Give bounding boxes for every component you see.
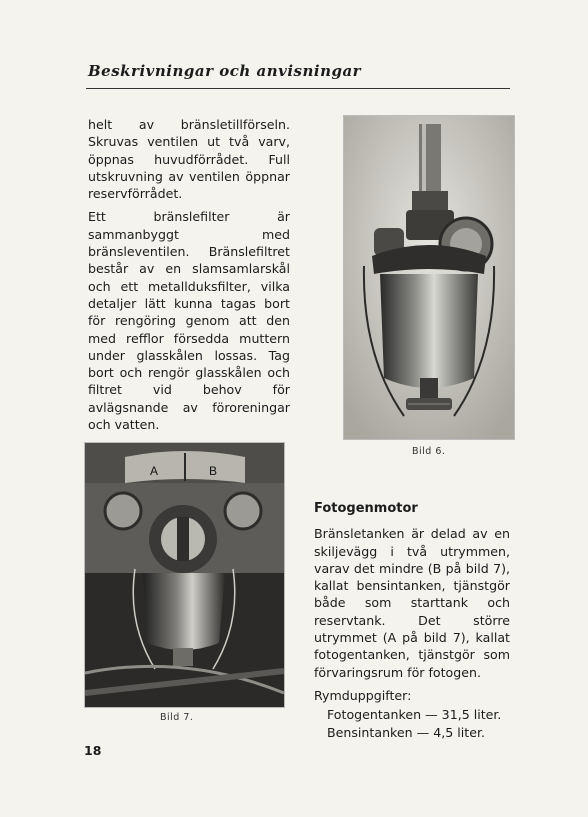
header-rule: [86, 88, 510, 89]
paragraph: Bränsletanken är delad av en skiljevägg i två utrymmen, varav det mindre (B på bild 7), kallat bensintanken, tjänstgör både som starttank och reservtank. Det större utrymmet (A på bild 7), kallat fotogentanken, tjänstgör som förvaringsrum för fotogen.: [314, 526, 510, 680]
paragraph: Ett bränslefilter är sammanbyggt med bränsleventilen. Bränslefiltret består av en slamsamlarskål och ett metallduksfilter, vilka detaljer lätt kunna tagas bort för rengöring genom att den med refflor försedda muttern under glasskålen lossas. Tag bort och rengör glasskålen och filtret vid behov för avlägsnande av föroreningar och vatten.: [88, 209, 290, 433]
figure-bild-7-tank-photo: [84, 442, 285, 708]
section-heading: Fotogenmotor: [314, 501, 418, 516]
figure-caption-bild-6: Bild 6.: [412, 446, 446, 457]
figure-label-a: A: [150, 464, 159, 478]
figure-caption-bild-7: Bild 7.: [160, 712, 194, 723]
running-header: Beskrivningar och anvisningar: [88, 62, 362, 80]
spec-item: Fotogentanken — 31,5 liter.: [327, 707, 502, 723]
figure-label-b: B: [209, 464, 218, 478]
paragraph: helt av bränsletillförseln. Skruvas ventilen ut två varv, öppnas huvudförrådet. Full utskruvning av ventilen öppnar reservförrådet.: [88, 117, 290, 202]
right-column: [314, 500, 510, 741]
figure-bild-6-fuel-valve-photo: [343, 115, 515, 440]
page-number: 18: [84, 743, 102, 758]
spec-item: Bensintanken — 4,5 liter.: [327, 724, 485, 740]
left-column: [88, 116, 290, 439]
specs-list: [314, 706, 510, 741]
specs-title: Rymduppgifter:: [314, 687, 412, 703]
